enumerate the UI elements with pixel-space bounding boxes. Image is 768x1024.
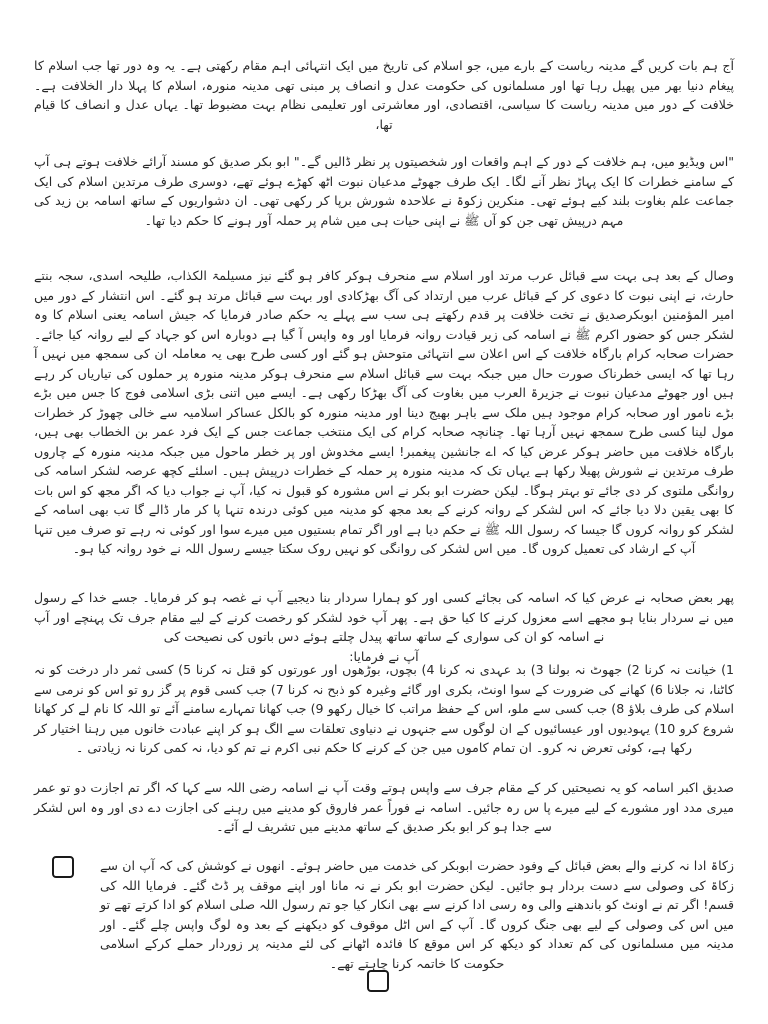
paragraph-ten-advices: 1) خیانت نہ کرنا 2) جھوٹ نہ بولنا 3) بد عہدی نہ کرنا 4) بچوں، بوڑھوں اور عورتوں کو قتل نہ کرنا 5) کسی ثمر دار درخت کو نہ کاٹنا، نہ جلانا 6) کھانے کی ضرورت کے سوا اونٹ، بکری اور گائے وغیرہ کو ذبح نہ کرنا 7) جب کسی قوم پر گز رو تو اس کو نرمی سے اسلام کی طرف بلاؤ 8) جب کسی سے ملو، اس کے حفظ مراتب کا خیال رکھو 9) جب کھانا تمہارے سامنے آئے تو اللہ کا نام لے کر کھانا شروع کرو 10) یہودیوں اور عیسائیوں کے ان لوگوں سے جنہوں نے دنیاوی تعلقات سے الگ ہو کر اپنے عبادت خانوں میں رہنا اختیار کر رکھا ہے، کوئی تعرض نہ کرو۔ ان تمام کاموں میں جن کے کرنے کا حکم نبی اکرم نے تم کو دیا، نہ کمی کرنا نہ زیادتی ۔ bbox=[34, 662, 735, 755]
paragraph-he-said: آپ نے فرمایا: bbox=[349, 648, 419, 664]
paragraph-intro: آج ہم بات کریں گے مدینہ ریاست کے بارے میں، جو اسلام کی تاریخ میں ایک انتہائی اہم مقام رکھتی ہے۔ یہ وہ دور تھا جب اسلام کا پیغام دنیا بھر میں پھیل رہا تھا اور مسلمانوں کی حکومت عدل و انصاف پر مبنی تھی مدینہ منورہ، اسلام کا پہلا دار الخلافت ہے۔ خلافت کے دور میں مدینہ ریاست کا سیاسی، اقتصادی، اور معاشرتی اور تعلیمی نظام بہت مضبوط تھا۔ یہاں عدل و انصاف کا قیام تھا، bbox=[34, 58, 734, 132]
checkbox[interactable] bbox=[52, 856, 74, 878]
paragraph-umar-stays: صدیق اکبر اسامہ کو یہ نصیحتیں کر کے مقام جرف سے واپس ہوتے وقت آپ نے اسامہ رضی اللہ سے کہا کہ اگر تم اجازت دو تو عمر میری مدد اور مشورے کے لیے میرے پا س رہ جائیں۔ اسامہ نے فوراً عمر فاروق کو مدینے میں رہنے کی اجازت دے دی اور وہ اس لشکر سے جدا ہو کر ابو بکر صدیق کے ساتھ مدینے میں تشریف لے آئے۔ bbox=[34, 780, 734, 834]
paragraph-commander-text: پھر بعض صحابہ نے عرض کیا کہ اسامہ کی بجائے کسی اور کو ہمارا سردار بنا دیجیے آپ نے غصہ ہو کر فرمایا۔ جسے خدا کے رسول میں نے سردار بنایا ہو مجھے اسے معزول کرنے کا کیا حق ہے۔ پھر آپ خود لشکر کو رخصت کرنے کے لیے مقام جرف تک پہنچے اور آپ نے اسامہ کو ان کی سواری کے ساتھ ساتھ پیدل چلتے ہوئے دس باتوں کی نصیحت کی bbox=[34, 590, 734, 644]
paragraph-apostasy: وصال کے بعد ہی بہت سے قبائل عرب مرتد اور اسلام سے منحرف ہوکر کافر ہو گئے نیز مسیلمۃ الکذاب، طلیحہ اسدی، سجہ بنتے حارث، نے اپنی نبوت کا دعوی کر کے قبائل عرب میں ارتداد کی آگ بھڑکادی اور بہت سے قبائل مرتد ہو گئے۔ اس انتشار کے دور میں امیر المؤمنین ابوبکرصدیق نے تخت خلافت پر قدم رکھتے ہی سب سے پہلے یہ حکم صادر فرمایا کہ جیش اسامہ یعنی اسلام کا وہ لشکر جس کو حضور اکرم ﷺ نے اسامہ کی زیر قیادت روانہ فرمایا اور وہ واپس آ گیا ہے دوبارہ اس کو جہاد کے لیے روانہ کیا جائے۔ حضرات صحابہ کرام بارگاہ خلافت کے اس اعلان سے انتہائی متوحش ہو گئے اور کسی طرح بھی یہ معاملہ ان کی سمجھ میں نہیں آ رہا تھا کہ ایسی خطرناک صورت حال میں جبکہ بہت سے قبائل اسلام سے منحرف ہوکر مدینہ منورہ پر حملوں کی تیاریاں کر رہے ہیں اور جھوٹے مدعیان نبوت نے جزیرۃ العرب میں بغاوت کی آگ بھڑکا رکھی ہے۔ ایسے میں اتنی بڑی اسلامی فوج کا جس میں بڑے بڑے نامور اور صحابہ کرام موجود ہیں ملک سے باہر بھیج دینا اور مدینہ منورہ کو بالکل عساکر اسلامیہ سے خالی چھوڑ کر خطرات مول لینا کسی طرح سمجھ نہیں آرہا تھا۔ چنانچہ صحابہ کرام کی ایک منتخب جماعت جس کے ایک فرد عمر بن الخطاب بھی ہیں، بارگاہ خلافت میں حاضر ہوکر عرض کیا کہ اے جانشین پیغمبر! ایسے مخدوش اور پر خطر ماحول میں جبکہ مدینہ منورہ کے چاروں طرف مرتدین نے شورش پھیلا رکھا ہے یہاں تک کہ مدینہ منورہ پر حملہ کے خطرات درپیش ہیں۔ اسلئے کچھ عرصہ لشکر اسامہ کی روانگی ملتوی کر دی جائے تو بہتر ہوگا۔ لیکن حضرت ابو بکر نے اس مشورہ کو قبول نہ کیا، آپ نے جواب دیا کہ اگر مجھ کو اس بات کا بھی یقین دلا دیا جائے کہ اس لشکر کے روانہ کرنے کے بعد مجھ کو مدینہ میں کوئی درندہ تنہا پا کر مار ڈالے گا تب بھی اسامہ کے لشکر کو روانہ کروں گا جیسا کہ رسول اللہ ﷺ نے حکم دیا ہے اور اگر تمام بستیوں میں میرے سوا اور کوئی نہ رہے تو صرف میں تنہا آپ کے ارشاد کی تعمیل کروں گا۔ میں اس لشکر کی روانگی کو نہیں روک سکتا جیسے رسول اللہ نے خود روانہ کیا ہو۔ bbox=[34, 268, 734, 556]
paragraph-zakat: زکاۃ ادا نہ کرنے والے بعض قبائل کے وفود حضرت ابوبکر کی خدمت میں حاضر ہوئے۔ انھوں نے کوشش کی کہ آپ ان سے زکاۃ کی وصولی سے دست بردار ہو جائیں۔ لیکن حضرت ابو بکر نے نہ مانا اور اپنے موقف پر ڈٹ گئے۔ فرمایا اللہ کی قسم! اگر تم نے اونٹ کو باندھنے والی وہ رسی ادا کرنے سے بھی انکار کیا جو تم رسول اللہ صلی اسلام کو ادا کرتے تھے تو میں اس کی وصولی کے لیے بھی جنگ کروں گا۔ آپ کے اس اٹل موقوف کو دیکھنے کے بعد وہ لوگ واپس چلے گئے۔ اور مدینہ میں مسلمانوں کی کم تعداد کو دیکھ کر اس موقع کا فائدہ اٹھانے کی لئے مدینہ پر زوردار حملے کرکے اسلامی حکومت کا خاتمہ کرنا چاہتے تھے۔ bbox=[100, 858, 734, 971]
paragraph-commander-dispute bbox=[34, 588, 734, 666]
paragraph-video-intro: "اس ویڈیو میں، ہم خلافت کے دور کے اہم واقعات اور شخصیتوں پر نظر ڈالیں گے۔" ابو بکر صدیق کو مسند آرائے خلافت ہوتے ہی آپ کے سامنے خطرات کا ایک پہاڑ نظر آنے لگا۔ ایک طرف جھوٹے مدعیان نبوت اٹھ کھڑے ہوئے تھے، دوسری طرف مرتدین اسلام کی ایک جماعت علم بغاوت بلند کیے ہوئے تھی۔ منکرین زکوۃ نے علاحدہ شورش برپا کر رکھی تھی۔ ان دشواریوں کے ساتھ اسامہ بن زید کی مہم درپیش تھی جن کو آں ﷺ نے اپنی حیات ہی میں شام پر حملہ آور ہونے کا حکم دیا تھا۔ bbox=[34, 154, 734, 228]
checkbox[interactable] bbox=[367, 970, 389, 992]
